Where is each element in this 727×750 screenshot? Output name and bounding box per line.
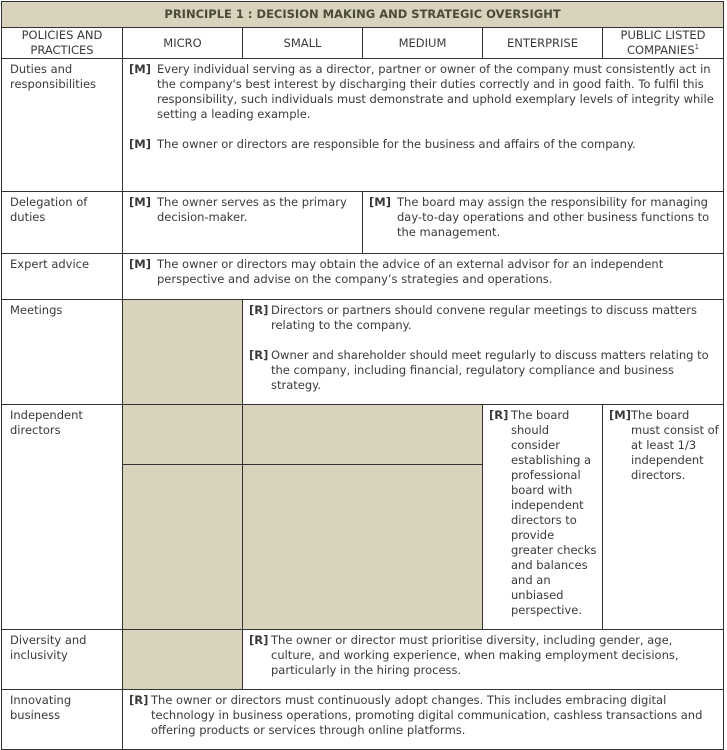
cell-not-applicable [123, 465, 243, 630]
table-row [2, 630, 724, 690]
header-small: SMALL [243, 28, 363, 59]
tag-mandatory: [M] [129, 62, 151, 76]
cell-not-applicable [123, 300, 243, 405]
row-label-expert: Expert advice [2, 254, 123, 300]
table-row [2, 192, 724, 254]
cell-delegation-micro-small: [M] The owner serves as the primary decision-maker. [123, 192, 363, 254]
header-public-listed: PUBLIC LISTED COMPANIES$^1$ [603, 28, 724, 59]
footnote-marker: 1 [694, 43, 700, 52]
tag-recommended: [R] [249, 348, 269, 362]
tag-mandatory: [M] [129, 257, 151, 271]
row-label-meetings: Meetings [2, 300, 123, 405]
tag-recommended: [R] [249, 633, 269, 647]
tag-recommended: [R] [249, 303, 269, 317]
cell-meetings: [R] Directors or partners should convene regular meetings to discuss matters relating to the company. [R] Owner and shareholder should meet regularly to discuss matters relating to the company, including financial, regulatory compliance and business strategy. [243, 300, 724, 405]
cell-duties [123, 59, 724, 192]
cell-not-applicable [243, 465, 483, 630]
cell-expert: [M] The owner or directors may obtain the advice of an external advisor for an independent perspective and advise on the company’s strategies and operations. [123, 254, 724, 300]
tag-mandatory: [M] [129, 195, 151, 209]
tag-mandatory: [M] [609, 408, 631, 422]
list-item: [M] Every individual serving as a director, partner or owner of the company must consistently act in the company's best interest by discharging their duties correctly and in good faith. To fulfil this responsibility, such individuals must demonstrate and uphold exemplary levels of integrity while setting a leading example. [129, 62, 714, 121]
cell-not-applicable [123, 405, 243, 465]
row-label-delegation: Delegation of duties [2, 192, 123, 254]
principle-table [1, 1, 724, 750]
header-enterprise: ENTERPRISE [483, 28, 603, 59]
tag-mandatory: [M] [129, 137, 151, 151]
table-row [2, 300, 724, 405]
table-row [2, 59, 724, 192]
cell-independent-public: [M] The board must consist of at least 1/3 independent directors. [603, 405, 724, 630]
table-row [2, 405, 724, 465]
cell-not-applicable [123, 630, 243, 690]
cell-independent-enterprise: [R] The board should consider establishing a professional board with independent directors to provide greater checks and balances and an unbiased perspective. [483, 405, 603, 630]
list-item: [M] The owner or directors are responsible for the business and affairs of the company. [129, 137, 636, 151]
tag-recommended: [R] [129, 693, 149, 707]
row-label-independent: Independent directors [2, 405, 123, 630]
row-label-duties: Duties and responsibilities [2, 59, 123, 192]
header-policies: POLICIES AND PRACTICES [2, 28, 123, 59]
tag-recommended: [R] [489, 408, 509, 422]
row-label-diversity: Diversity and inclusivity [2, 630, 123, 690]
table-row [2, 254, 724, 300]
cell-delegation-medium-up: [M] The board may assign the responsibility for managing day-to-day operations and other business functions to the management. [363, 192, 724, 254]
header-medium: MEDIUM [363, 28, 483, 59]
cell-diversity: [R] The owner or director must prioritise diversity, including gender, age, culture, and working experience, when making employment decisions, particularly in the hiring process. [243, 630, 724, 690]
cell-not-applicable [243, 405, 483, 465]
cell-innovating: [R] The owner or directors must continuously adopt changes. This includes embracing digital technology in business operations, promoting digital communication, cashless transactions and offering products or services through online platforms. [123, 690, 724, 750]
tag-mandatory: [M] [369, 195, 391, 209]
table-title: PRINCIPLE 1 : DECISION MAKING AND STRATEGIC OVERSIGHT [2, 2, 724, 28]
row-label-innovating: Innovating business [2, 690, 123, 750]
table-row [2, 690, 724, 750]
header-micro: MICRO [123, 28, 243, 59]
